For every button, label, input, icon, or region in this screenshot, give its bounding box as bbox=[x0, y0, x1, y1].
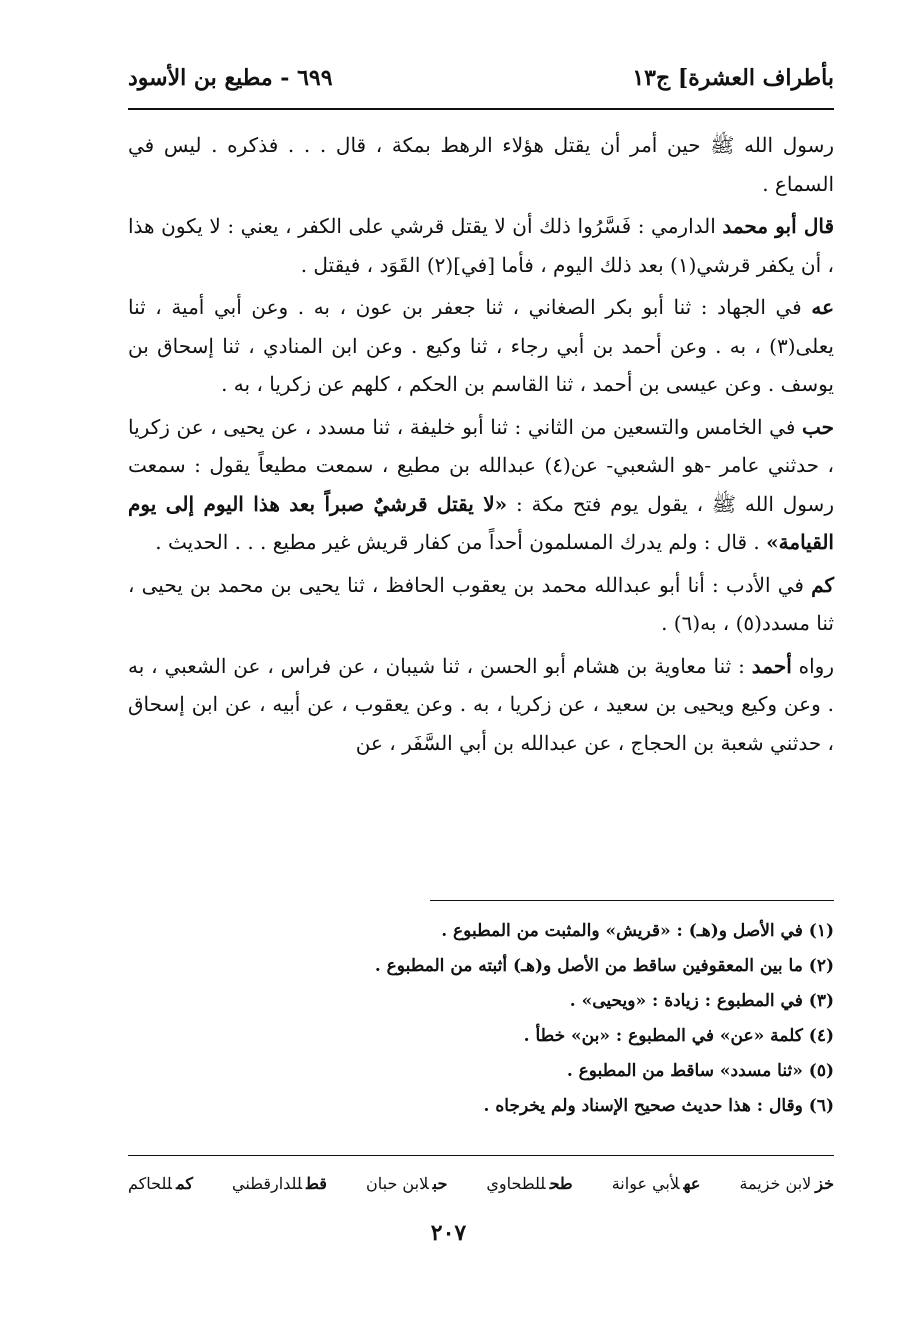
header-rule bbox=[128, 108, 834, 110]
abbreviation-item: كمللحاكم bbox=[128, 1173, 193, 1193]
paragraph-4: حب في الخامس والتسعين من الثاني : ثنا أبو خليفة ، ثنا مسدد ، عن يحيى ، عن زكريا ، حدثني عامر -هو الشعبي- عن(٤) عبدالله بن مطيع ، سمعت مطيعاً يقول : سمعت رسول الله ﷺ ، يقول يوم فتح مكة : «لا يقتل قرشيٌ صبراً بعد هذا اليوم إلى يوم القيامة» . قال : ولم يدرك المسلمون أحداً من كفار قريش غير مطيع . . . الحديث . bbox=[128, 414, 834, 554]
footnote-6: (٦) وقال : هذا حديث صحيح الإسناد ولم يخرجاه . bbox=[483, 1096, 834, 1116]
footnote-1: (١) في الأصل و(هـ) : «قريش» والمثبت من المطبوع . bbox=[441, 921, 834, 941]
header-entry-title: ٦٩٩ - مطيع بن الأسود bbox=[128, 65, 333, 91]
abbreviation-item: خزلابن خزيمة bbox=[739, 1173, 834, 1193]
paragraph-5: كم في الأدب : أنا أبو عبدالله محمد بن يعقوب الحافظ ، ثنا يحيى بن محمد بن يحيى ، ثنا مسدد(٥) ، به(٦) . bbox=[128, 572, 834, 635]
running-header bbox=[128, 58, 834, 98]
footnote-3: (٣) في المطبوع : زيادة : «ويحيى» . bbox=[569, 991, 834, 1011]
abbreviations-key bbox=[128, 1164, 834, 1202]
source-key: حب bbox=[801, 414, 834, 439]
abbreviation-item: عهلأبي عوانة bbox=[611, 1173, 701, 1193]
footnote-2: (٢) ما بين المعقوفين ساقط من الأصل و(هـ) أثبته من المطبوع . bbox=[374, 956, 834, 976]
source-key: قال أبو محمد bbox=[722, 214, 835, 238]
abbreviation-item: قطللدارقطني bbox=[232, 1173, 327, 1193]
paragraph-3: عه في الجهاد : ثنا أبو بكر الصغاني ، ثنا جعفر بن عون ، به . وعن أبي أمية ، ثنا يعلى(٣) ، به . وعن أحمد بن أبي رجاء ، ثنا وكيع . وعن ابن المنادي ، ثنا إسحاق بن يوسف . وعن عيسى بن أحمد ، ثنا القاسم بن الحكم ، كلهم عن زكريا ، به . bbox=[128, 295, 834, 396]
paragraph-6: رواه أحمد : ثنا معاوية بن هشام أبو الحسن ، ثنا شيبان ، عن فراس ، عن الشعبي ، به . وعن وكيع ويحيى بن سعيد ، عن زكريا ، به . وعن يعقوب ، عن أبيه ، عن ابن إسحاق ، حدثني شعبة بن الحجاج ، عن عبدالله بن أبي السَّفَر ، عن bbox=[128, 653, 834, 755]
hadith-quote: «لا يقتل قرشيٌ صبراً بعد هذا اليوم إلى يوم القيامة» bbox=[128, 491, 834, 554]
abbreviation-item: حبلابن حبان bbox=[366, 1173, 448, 1193]
page-number: ٢٠٧ bbox=[430, 1220, 467, 1246]
paragraph-1: رسول الله ﷺ حين أمر أن يقتل هؤلاء الرهط بمكة ، قال . . . فذكره . ليس في السماع . bbox=[128, 133, 834, 196]
footnotes bbox=[374, 914, 834, 1124]
abbreviations-rule bbox=[128, 1155, 834, 1156]
footnote-separator bbox=[430, 900, 834, 901]
paragraph-2: قال أبو محمد الدارمي : فَسَّرُوا ذلك أن لا يقتل قرشي على الكفر ، يعني : لا يكون هذا ، أن يكفر قرشي(١) بعد ذلك اليوم ، فأما [في](٢) القَوَد ، فيقتل . bbox=[128, 214, 835, 277]
footnote-5: (٥) «ثنا مسدد» ساقط من المطبوع . bbox=[566, 1061, 834, 1081]
source-key: عه bbox=[811, 295, 834, 319]
main-text bbox=[128, 126, 834, 762]
footnote-4: (٤) كلمة «عن» في المطبوع : «بن» خطأ . bbox=[523, 1026, 834, 1046]
source-key: أحمد bbox=[751, 653, 792, 678]
header-book-title: بأطراف العشرة] ج١٣ bbox=[632, 65, 834, 91]
source-key: كم bbox=[811, 572, 834, 597]
abbreviation-item: طحللطحاوي bbox=[486, 1173, 573, 1193]
